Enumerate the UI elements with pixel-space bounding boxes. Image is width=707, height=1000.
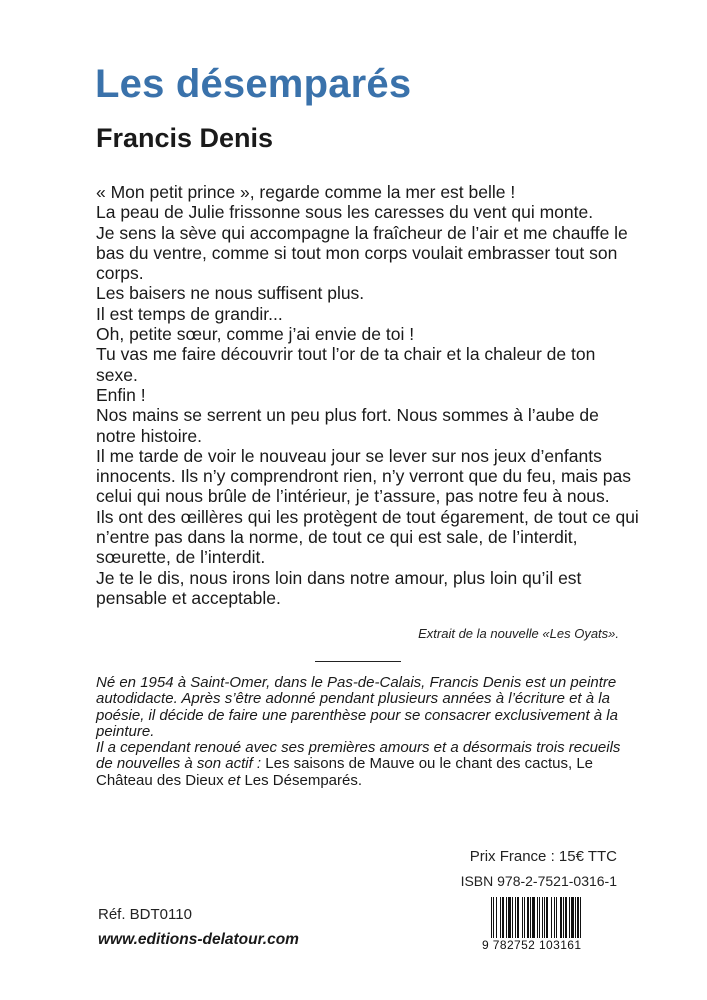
barcode-bar bbox=[554, 897, 555, 939]
excerpt-paragraph: Je sens la sève qui accompagne la fraîcheur de l’air et me chauffe le bas du ventre, comme si tout mon corps voulait embrasser tout son corps. bbox=[96, 222, 628, 284]
excerpt-paragraph: Enfin ! bbox=[96, 384, 146, 405]
book-title-mauve: Les saisons de Mauve ou le chant des cactus bbox=[265, 755, 568, 773]
bio-separator: et bbox=[223, 771, 245, 789]
barcode-bar bbox=[551, 897, 552, 939]
isbn-label: ISBN 978-2-7521-0316-1 bbox=[460, 873, 617, 889]
excerpt-paragraph: Les baisers ne nous suffisent plus. bbox=[96, 283, 365, 304]
barcode-bar bbox=[556, 897, 557, 939]
barcode-bar bbox=[506, 897, 507, 939]
barcode-bar bbox=[500, 897, 501, 939]
barcode-bar bbox=[569, 897, 570, 939]
book-title: Les désemparés bbox=[95, 62, 412, 106]
barcode-bar bbox=[515, 897, 516, 939]
excerpt-paragraph: Je te le dis, nous irons loin dans notre amour, plus loin qu’il est pensable et acceptable. bbox=[96, 567, 582, 608]
excerpt-paragraph: Ils ont des œillères qui les protègent de tout égarement, de tout ce qui n’entre pas dans la norme, de tout ce qui est sale, de l’interdit, sœurette, de l’interdit. bbox=[96, 506, 639, 568]
barcode-bar bbox=[517, 897, 519, 939]
excerpt-paragraph: « Mon petit prince », regarde comme la mer est belle ! bbox=[96, 182, 516, 202]
barcode-bar bbox=[563, 897, 564, 939]
bio-paragraph: Né en 1954 à Saint-Omer, dans le Pas-de-Calais, Francis Denis est un peintre autodidacte. Après s’être adonné pendant plusieurs années à l’écriture et à la poésie, il décide de faire une parenthèse pour se consacrer exclusivement à la peinture. bbox=[96, 674, 618, 740]
divider bbox=[315, 661, 401, 662]
barcode-bar bbox=[496, 897, 497, 939]
barcode-bar bbox=[544, 897, 545, 939]
barcode-bar bbox=[546, 897, 548, 939]
bio-paragraph bbox=[96, 740, 621, 789]
barcode-bar bbox=[560, 897, 562, 939]
excerpt-paragraph: Nos mains se serrent un peu plus fort. Nous sommes à l’aube de notre histoire. bbox=[96, 405, 599, 446]
book-title-chateau: Le Château des Dieux bbox=[96, 755, 593, 789]
barcode-bar bbox=[571, 897, 574, 939]
bio-period: . bbox=[357, 771, 363, 789]
barcode-bar bbox=[512, 897, 513, 939]
barcode-bar bbox=[522, 897, 523, 939]
barcode-bar bbox=[527, 897, 529, 939]
excerpt-paragraph: La peau de Julie frissonne sous les caresses du vent qui monte. bbox=[96, 202, 594, 223]
barcode-bar bbox=[542, 897, 543, 939]
book-title-desempares: Les Désemparés bbox=[244, 771, 358, 789]
barcode-bar bbox=[577, 897, 579, 939]
barcode-number bbox=[482, 938, 618, 952]
barcode-bar bbox=[575, 897, 576, 939]
barcode-bar bbox=[502, 897, 504, 939]
author-biography bbox=[96, 675, 621, 789]
bio-text: Il a cependant renoué avec ses premières amours et a désormais trois recueils de nouvelles à son actif : bbox=[96, 739, 621, 773]
publisher-website: www.editions-delatour.com bbox=[98, 931, 299, 948]
excerpt-paragraph: Il me tarde de voir le nouveau jour se lever sur nos jeux d’enfants innocents. Ils n’y comprendront rien, n’y verront que du feu, mais pas celui qui nous brûle de l’intérieur, je t’assure, pas notre feu à nous. bbox=[96, 445, 631, 507]
excerpt-paragraph: Oh, petite sœur, comme j’ai envie de toi ! bbox=[96, 324, 415, 345]
barcode-bar bbox=[508, 897, 511, 939]
barcode-bar bbox=[532, 897, 535, 939]
bio-separator: , bbox=[567, 755, 577, 773]
excerpt-source: Extrait de la nouvelle «Les Oyats». bbox=[418, 626, 619, 641]
excerpt-text bbox=[96, 182, 641, 608]
barcode-digits-text: 9 782752 103161 bbox=[482, 938, 582, 952]
excerpt-paragraph: Il est temps de grandir... bbox=[96, 303, 283, 324]
barcode-bar bbox=[530, 897, 531, 939]
excerpt-paragraph: Tu vas me faire découvrir tout l’or de ta chair et la chaleur de ton sexe. bbox=[96, 344, 596, 385]
author-name: Francis Denis bbox=[96, 123, 274, 153]
barcode-bar bbox=[565, 897, 567, 939]
reference-code: Réf. BDT0110 bbox=[98, 906, 192, 923]
barcode-bar bbox=[524, 897, 525, 939]
price-label: Prix France : 15€ TTC bbox=[469, 848, 617, 865]
